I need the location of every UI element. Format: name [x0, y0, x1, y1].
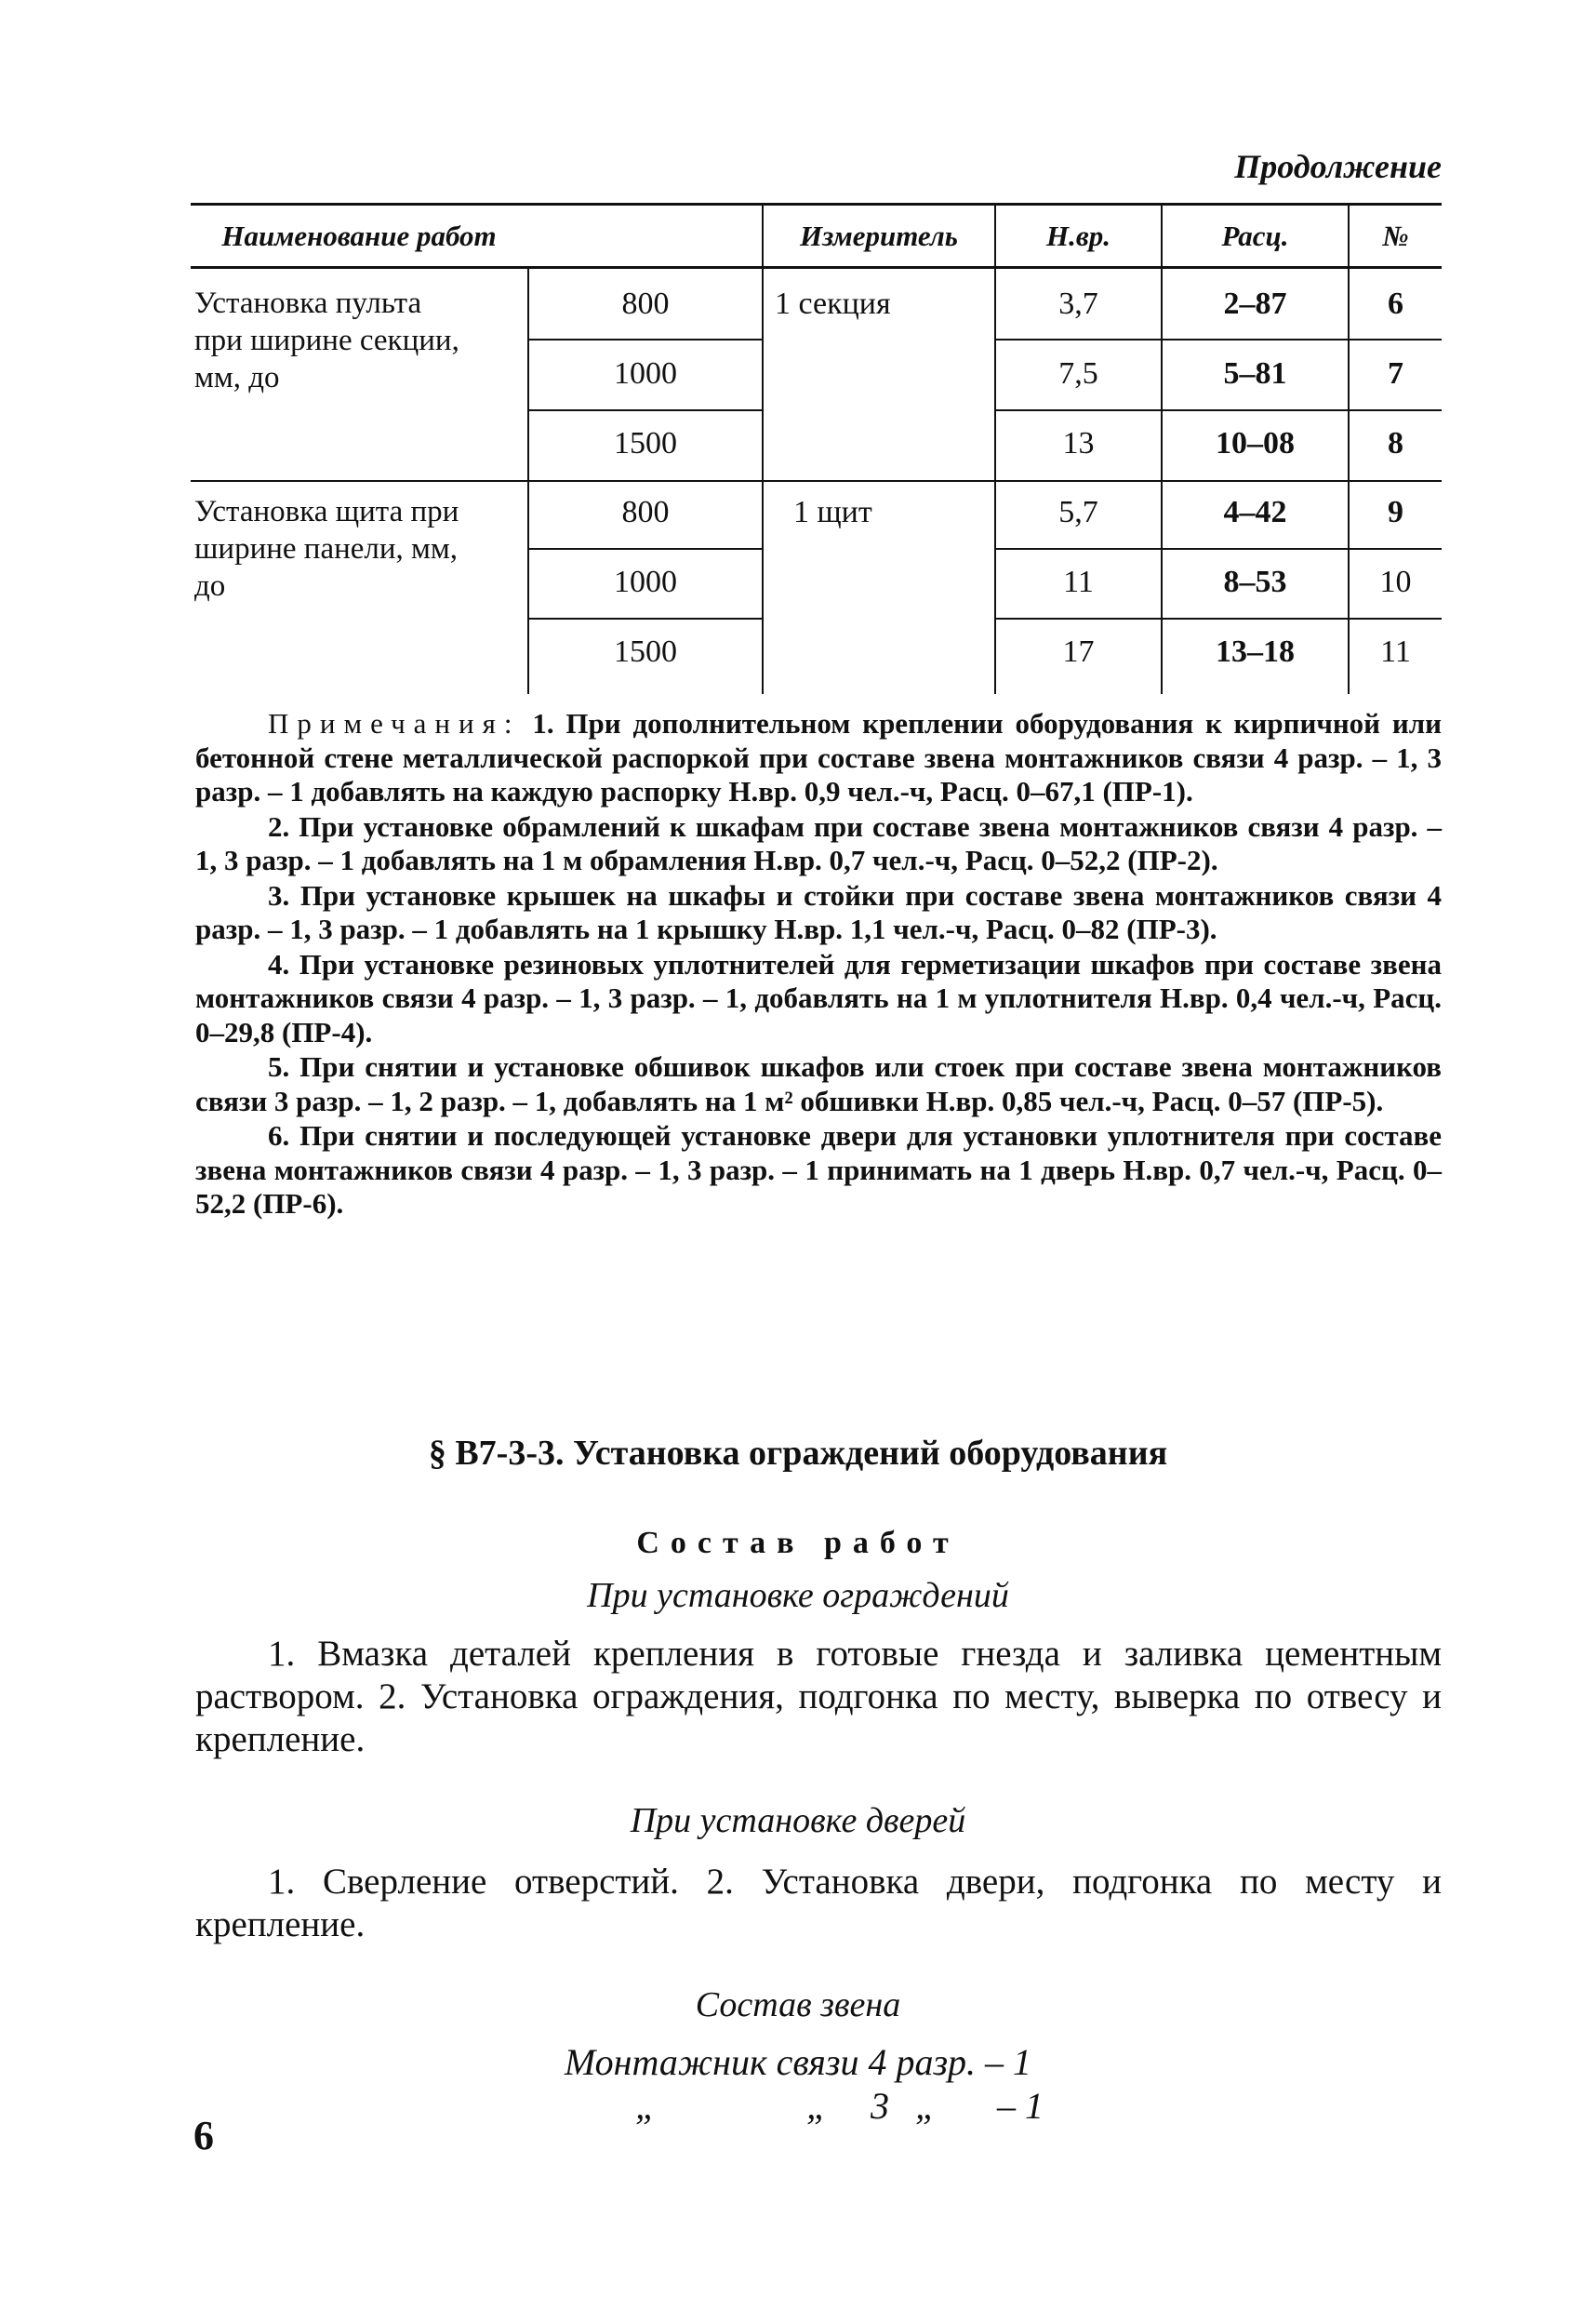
unit-cell: 1 секция: [775, 287, 891, 321]
group-divider: [191, 480, 1442, 482]
table-top-rule: [191, 203, 1442, 206]
ditto-mark: „: [915, 2085, 937, 2127]
note-text: 1. При дополнительном креплении оборудования к кирпичной или бетонной стене металлической распоркой при составе звена монтажников связи 4 разр. – 1, 3 разр. – 1 добавлять на каждую распорку Н.вр. 0,9 чел.-ч, Расц. 0–67,1 (ПР-1).: [195, 707, 1442, 808]
notes-block: [195, 707, 1442, 1222]
rasc-cell: 2–87: [1223, 287, 1287, 321]
ditto-mark: „: [635, 2085, 657, 2127]
doors-paragraph: [195, 1861, 1442, 1946]
crew-count: – 1: [997, 2085, 1044, 2127]
note-item: 6. При снятии и последующей установке двери для установки уплотнителя при составе звена монтажников связи 4 разр. – 1, 3 разр. – 1 принимать на 1 дверь Н.вр. 0,7 чел.-ч, Расц. 0–52,2 (ПР-6).: [195, 1119, 1442, 1220]
width-cell: 1000: [614, 356, 677, 391]
header-rasc: Расц.: [1221, 220, 1289, 252]
num-cell: 10: [1379, 565, 1412, 599]
num-cell: 6: [1388, 287, 1403, 321]
group-label: [194, 493, 515, 605]
row-divider: [527, 548, 764, 550]
note-item: 3. При установке крышек на шкафы и стойки при составе звена монтажников связи 4 разр. – 1, 3 разр. – 1 добавлять на 1 крышку Н.вр. 1,1 чел.-ч, Расц. 0–82 (ПР-3).: [195, 878, 1442, 945]
row-divider: [994, 339, 1442, 340]
page-number: 6: [193, 2113, 214, 2158]
row-divider: [994, 548, 1442, 550]
rasc-cell: 8–53: [1223, 565, 1287, 599]
width-cell: 1500: [614, 426, 677, 461]
row-divider: [527, 618, 764, 620]
num-cell: 11: [1380, 634, 1411, 669]
row-divider: [994, 618, 1442, 620]
note-item: 4. При установке резиновых уплотнителей для герметизации шкафов при составе звена монтажников связи 4 разр. – 1, 3 разр. – 1, добавлять на 1 м уплотнителя Н.вр. 0,4 чел.-ч, Расц. 0–29,8 (ПР-4).: [195, 947, 1442, 1048]
label-line: мм, до: [194, 361, 280, 394]
crew-rank: 3: [871, 2085, 889, 2127]
hvr-cell: 13: [1062, 426, 1095, 461]
width-cell: 1500: [614, 634, 677, 669]
fences-text: 1. Вмазка деталей крепления в готовые гнезда и заливка цементным раствором. 2. Установка ограждения, подгонка по месту, выверка по отвесу и крепление.: [195, 1634, 1442, 1759]
group-label: [194, 285, 515, 396]
header-unit: Измеритель: [800, 220, 958, 252]
num-cell: 7: [1388, 356, 1403, 391]
row-divider: [527, 409, 764, 411]
hvr-cell: 11: [1063, 565, 1094, 599]
norms-table: [191, 203, 1442, 694]
label-line: Установка щита при: [194, 495, 459, 528]
num-cell: 8: [1388, 426, 1403, 461]
table-header-rule: [191, 266, 1442, 269]
hvr-cell: 7,5: [1058, 356, 1098, 391]
num-cell: 9: [1388, 495, 1403, 529]
crew-heading: Состав звена: [695, 1985, 901, 2024]
composition-heading: Состав работ: [636, 1526, 960, 1560]
continuation-label: Продолжение: [1234, 148, 1442, 185]
rasc-cell: 13–18: [1216, 634, 1295, 669]
notes-lead: Примечания:: [268, 707, 521, 740]
crew-line-1: Монтажник связи 4 разр. – 1: [564, 2041, 1032, 2083]
width-cell: 800: [621, 495, 670, 529]
column-rule: [527, 266, 529, 694]
section-title: § В7-3-3. Установка ограждений оборудования: [428, 1434, 1168, 1473]
header-num: №: [1382, 220, 1409, 252]
label-line: Установка пульта: [194, 287, 422, 320]
unit-cell: 1 щит: [793, 495, 872, 529]
width-cell: 1000: [614, 565, 677, 599]
note-item: 5. При снятии и установке обшивок шкафов или стоек при составе звена монтажников связи 3 разр. – 1, 2 разр. – 1, добавлять на 1 м² обшивки Н.вр. 0,85 чел.-ч, Расц. 0–57 (ПР-5).: [195, 1050, 1442, 1117]
doors-heading: При установке дверей: [630, 1801, 966, 1840]
note-item: [195, 707, 1442, 809]
row-divider: [527, 339, 764, 340]
rasc-cell: 10–08: [1216, 426, 1295, 461]
rasc-cell: 5–81: [1223, 356, 1287, 391]
row-divider: [994, 409, 1442, 411]
hvr-cell: 3,7: [1058, 287, 1098, 321]
doors-text: 1. Сверление отверстий. 2. Установка двери, подгонка по месту и крепление.: [195, 1862, 1442, 1944]
hvr-cell: 17: [1062, 634, 1095, 669]
hvr-cell: 5,7: [1058, 495, 1098, 529]
label-line: до: [194, 569, 226, 603]
ditto-mark: „: [806, 2085, 828, 2127]
width-cell: 800: [621, 287, 670, 321]
note-item: 2. При установке обрамлений к шкафам при составе звена монтажников связи 4 разр. – 1, 3 разр. – 1 добавлять на 1 м обрамления Н.вр. 0,7 чел.-ч, Расц. 0–52,2 (ПР-2).: [195, 809, 1442, 876]
column-rule: [762, 203, 764, 694]
header-name: Наименование работ: [221, 220, 497, 252]
label-line: при ширине секции,: [194, 324, 459, 357]
fences-paragraph: [195, 1633, 1442, 1761]
rasc-cell: 4–42: [1223, 495, 1287, 529]
header-hvr: Н.вр.: [1046, 220, 1111, 252]
fences-heading: При установке ограждений: [587, 1576, 1009, 1615]
label-line: ширине панели, мм,: [194, 532, 459, 566]
